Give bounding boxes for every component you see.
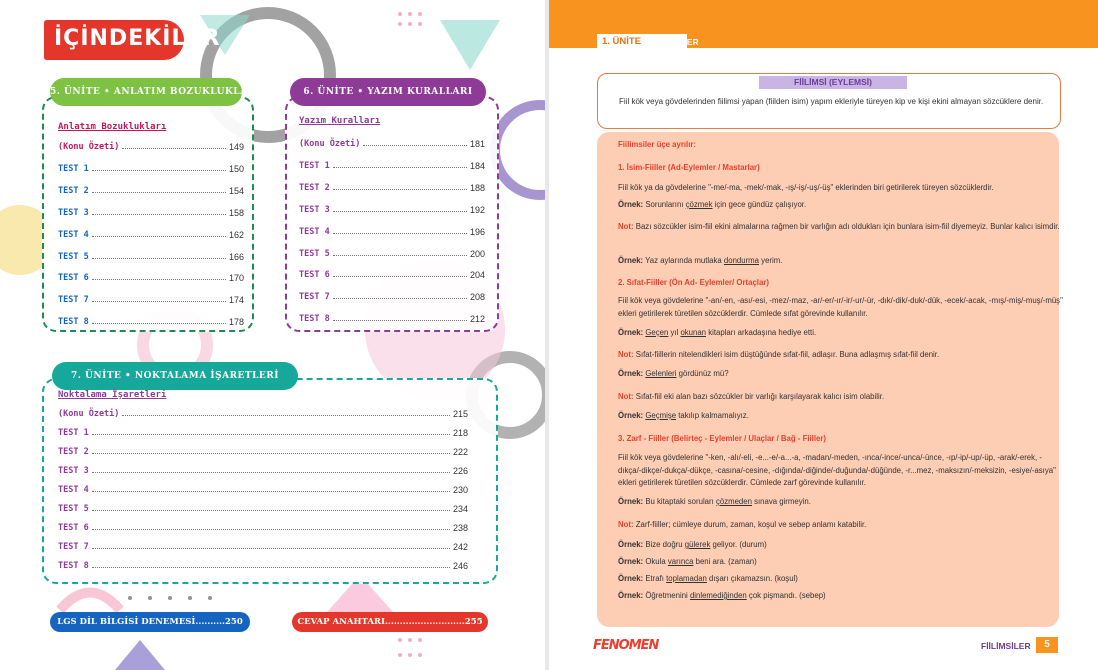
toc-row-page: 162 (228, 229, 244, 240)
unit6-pill: 6. ÜNİTE • YAZIM KURALLARI (290, 78, 486, 106)
toc-row-page: 196 (469, 226, 485, 237)
toc-row-label: TEST 8 (299, 314, 330, 325)
toc-row[interactable] (58, 481, 468, 495)
toc-row-page: 150 (228, 163, 244, 174)
toc-row-leader (122, 415, 450, 416)
footer-unit-name: FİİLİMSİLER (981, 641, 1031, 651)
toc-row-leader (92, 258, 226, 259)
toc-row[interactable] (299, 201, 485, 215)
section2-heading: 2. Sıfat-Fiiller (Ön Ad- Eylemler/ Ortaçlar) (618, 278, 769, 287)
toc-row-label: (Konu Özeti) (299, 139, 361, 149)
toc-row-page: 200 (469, 248, 485, 259)
toc-row-page: 218 (452, 428, 468, 438)
toc-row-label: TEST 1 (299, 160, 330, 171)
toc-row-leader (333, 233, 467, 234)
toc-row[interactable] (299, 266, 485, 280)
toc-row[interactable] (58, 313, 244, 327)
toc-row[interactable] (58, 248, 244, 262)
toc-row-label: TEST 7 (58, 542, 89, 552)
toc-row-leader (92, 323, 226, 324)
toc-row[interactable] (58, 405, 468, 419)
section3-example2: Örnek: Bize doğru gülerek geliyor. (durum) (618, 540, 767, 549)
toc-row-page: 204 (469, 270, 485, 281)
toc-row-page: 166 (228, 251, 244, 262)
toc-row-leader (333, 276, 467, 277)
right-page (549, 0, 1098, 670)
section3-example1: Örnek: Bu kitaptaki soruları çözmeden sınava girmeyin. (618, 497, 811, 506)
section2-desc: Fiil kök veya gövdelerine "-an/-en, -ası/-esi, -mez/-maz, -ar/-er/-ır/-ir/-ur/-ür, -dık/-dik/-duk/-dük, -ecek/-acak, -mış/-miş/-muş/-müş" ekleri getirilerek türetilen sözcüklerdir. Cümlede sıfat görevinde kullanılır. (618, 296, 1063, 318)
toc-row-leader (92, 170, 226, 171)
toc-row[interactable] (58, 443, 468, 457)
unit-tab-label: 1. ÜNİTE (602, 36, 642, 47)
unit-name: FİİLİMSİLER (649, 37, 699, 47)
toc-row-page: 208 (469, 292, 485, 303)
toc-row-page: 238 (452, 523, 468, 533)
toc-row-page: 184 (469, 160, 485, 171)
toc-row-label: TEST 3 (58, 466, 89, 476)
toc-row-page: 170 (228, 273, 244, 284)
toc-row-label: TEST 4 (58, 229, 89, 240)
toc-row-label: TEST 2 (58, 447, 89, 457)
section1-desc: Fiil kök ya da gövdelerine "-me/-ma, -mek/-mak, -ış/-iş/-uş/-üş" eklerinden biri getirilerek türeyen sözcüklerdir. (618, 183, 994, 192)
toc-row-page: 178 (228, 317, 244, 328)
toc-row-leader (333, 167, 467, 168)
toc-row-label: TEST 7 (299, 292, 330, 303)
toc-row-label: TEST 3 (58, 207, 89, 218)
toc-row-leader (122, 148, 226, 149)
toc-row-label: TEST 8 (58, 317, 89, 328)
toc-row-label: TEST 6 (58, 523, 89, 533)
toc-row-leader (333, 189, 467, 190)
toc-row[interactable] (58, 538, 468, 552)
unit5-section-title: Anlatım Bozuklukları (58, 122, 167, 132)
toc-row-label: TEST 1 (58, 163, 89, 174)
toc-row-page: 230 (452, 485, 468, 495)
toc-row-leader (92, 434, 450, 435)
toc-row[interactable] (58, 291, 244, 305)
toc-row-page: 234 (452, 504, 468, 514)
toc-row-label: TEST 5 (58, 251, 89, 262)
toc-row[interactable] (299, 223, 485, 237)
toc-row[interactable] (58, 226, 244, 240)
section2-note1: Not: Sıfat-fiillerin nitelendikleri isim düştüğünde sıfat-fiil, adlaşır. Buna adlaşmış sıfat-fiil denir. (618, 350, 940, 359)
toc-row-leader (92, 567, 450, 568)
toc-row[interactable] (58, 138, 244, 152)
page-title-box (44, 20, 221, 60)
toc-row-label: TEST 6 (58, 273, 89, 284)
toc-row[interactable] (58, 424, 468, 438)
left-page (0, 0, 545, 670)
toc-row-leader (92, 510, 450, 511)
toc-row-leader (92, 301, 226, 302)
unit6-section-title: Yazım Kuralları (299, 116, 381, 126)
toc-row-leader (92, 453, 450, 454)
toc-row-label: (Konu Özeti) (58, 142, 120, 152)
section1-heading: 1. İsim-Fiiller (Ad-Eylemler / Mastarlar) (618, 163, 760, 172)
toc-row[interactable] (58, 160, 244, 174)
toc-row-label: TEST 2 (299, 182, 330, 193)
toc-row-page: 242 (452, 542, 468, 552)
unit7-section-title: Noktalama İşaretleri (58, 390, 167, 400)
section2-example1: Örnek: Geçen yıl okunan kitapları arkadaşına hediye etti. (618, 328, 817, 337)
section1-note: Not: Bazı sözcükler isim-fiil ekini almalarına rağmen bir varlığın adı oldukları için bunlara isim-fiil diyemeyiz. Bunlar kalıcı isimdir. (618, 222, 1060, 231)
toc-row-page: 212 (469, 314, 485, 325)
toc-row[interactable] (299, 157, 485, 171)
toc-row-page: 181 (469, 139, 485, 149)
section3-example4: Örnek: Etrafı toplamadan dışarı çıkamazsın. (koşul) (618, 574, 798, 583)
section2-example3: Örnek: Geçmişe takılıp kalmamalıyız. (618, 411, 749, 420)
toc-row-page: 188 (469, 182, 485, 193)
section1-example1: Örnek: Sorunlarını çözmek için gece gündüz çalışıyor. (618, 200, 807, 209)
toc-row-leader (333, 211, 467, 212)
toc-row-leader (92, 214, 226, 215)
toc-row[interactable] (299, 135, 485, 149)
toc-row-leader (92, 491, 450, 492)
publisher-logo: FENOMEN (593, 638, 659, 653)
toc-row[interactable] (58, 204, 244, 218)
toc-row-label: TEST 5 (299, 248, 330, 259)
toc-row[interactable] (299, 245, 485, 259)
definition-title: FİİLİMSİ (EYLEMSİ) (759, 76, 907, 89)
toc-row-label: TEST 4 (58, 485, 89, 495)
toc-row-leader (92, 548, 450, 549)
toc-row[interactable] (58, 557, 468, 571)
section2-note2: Not: Sıfat-fiil eki alan bazı sözcükler bir varlığı karşılayarak kalıcı isim olabilir. (618, 392, 885, 401)
toc-row-label: TEST 1 (58, 428, 89, 438)
unit5-pill: 5. ÜNİTE • ANLATIM BOZUKLUKLARI (50, 78, 242, 106)
definition-text: Fiil kök veya gövdelerinden fiilimsi yapan (fiilden isim) yapım ekleriyle türeyen kip ve kişi ekini almayan sözcüklere denir. (619, 97, 1044, 106)
toc-row-label: TEST 7 (58, 295, 89, 306)
toc-row[interactable] (299, 310, 485, 324)
toc-row-label: (Konu Özeti) (58, 409, 120, 419)
section3-example5: Örnek: Öğretmenini dinlemediğinden çok pişmandı. (sebep) (618, 591, 826, 600)
toc-row-page: 222 (452, 447, 468, 457)
section1-example2: Örnek: Yaz aylarında mutlaka dondurma yerim. (618, 256, 783, 265)
lgs-exam-link[interactable]: LGS DİL BİLGİSİ DENEMESİ..........250 (50, 612, 250, 632)
toc-row-leader (333, 320, 467, 321)
toc-row-leader (92, 279, 226, 280)
toc-row-label: TEST 3 (299, 204, 330, 215)
toc-row-leader (333, 255, 467, 256)
toc-row-page: 154 (228, 185, 244, 196)
toc-row-page: 158 (228, 207, 244, 218)
toc-row-leader (92, 192, 226, 193)
section3-example3: Örnek: Okula varınca beni ara. (zaman) (618, 557, 757, 566)
toc-row-label: TEST 8 (58, 561, 89, 571)
intro-text: Fiilimsiler üçe ayrılır: (618, 140, 697, 149)
toc-row-label: TEST 5 (58, 504, 89, 514)
answer-key-link[interactable]: CEVAP ANAHTARI...........................255 (292, 612, 488, 632)
toc-row-page: 226 (452, 466, 468, 476)
toc-row-leader (363, 145, 467, 146)
toc-row-label: TEST 2 (58, 185, 89, 196)
page-title: İÇİNDEKİLER (54, 26, 221, 51)
section2-example2: Örnek: Gelenleri gördünüz mü? (618, 369, 729, 378)
section3-desc: Fiil kök veya gövdelerine "-ken, -alı/-eli, -e...-e/-a...-a, -madan/-meden, -ınca/-ince/-unca/-ünce, -ıp/-ip/-up/-üp, -arak/-erek, -dıkça/-dikçe/-dukça/-dükçe, -casına/-cesine, -dığında/-diğinde/-duğunda/-düğünde, -r...mez, -maksızın/-meksizin, -esiye/-asıya" ekleri getirilerek türetilen sözcüklerdir. Cümlede zarf görevinde kullanılır. (618, 453, 1056, 488)
toc-row-label: TEST 4 (299, 226, 330, 237)
toc-row[interactable] (299, 179, 485, 193)
toc-row[interactable] (58, 462, 468, 476)
toc-row-page: 149 (228, 142, 244, 152)
toc-row[interactable] (299, 288, 485, 302)
section3-note: Not: Zarf-fiiller; cümleye durum, zaman, koşul ve sebep anlamı katabilir. (618, 520, 867, 529)
toc-row-label: TEST 6 (299, 270, 330, 281)
toc-row-leader (333, 298, 467, 299)
toc-row-leader (92, 529, 450, 530)
unit7-pill: 7. ÜNİTE • NOKTALAMA İŞARETLERİ (52, 362, 298, 390)
page-number: 5 (1036, 637, 1058, 653)
toc-row[interactable] (58, 269, 244, 283)
toc-row[interactable] (58, 519, 468, 533)
toc-row-page: 174 (228, 295, 244, 306)
toc-row[interactable] (58, 182, 244, 196)
toc-row-leader (92, 236, 226, 237)
toc-row-page: 215 (452, 409, 468, 419)
toc-row[interactable] (58, 500, 468, 514)
toc-row-page: 246 (452, 561, 468, 571)
section3-heading: 3. Zarf - Fiiller (Belirteç - Eylemler / Ulaçlar / Bağ - Fiiller) (618, 434, 826, 443)
toc-row-leader (92, 472, 450, 473)
toc-row-page: 192 (469, 204, 485, 215)
